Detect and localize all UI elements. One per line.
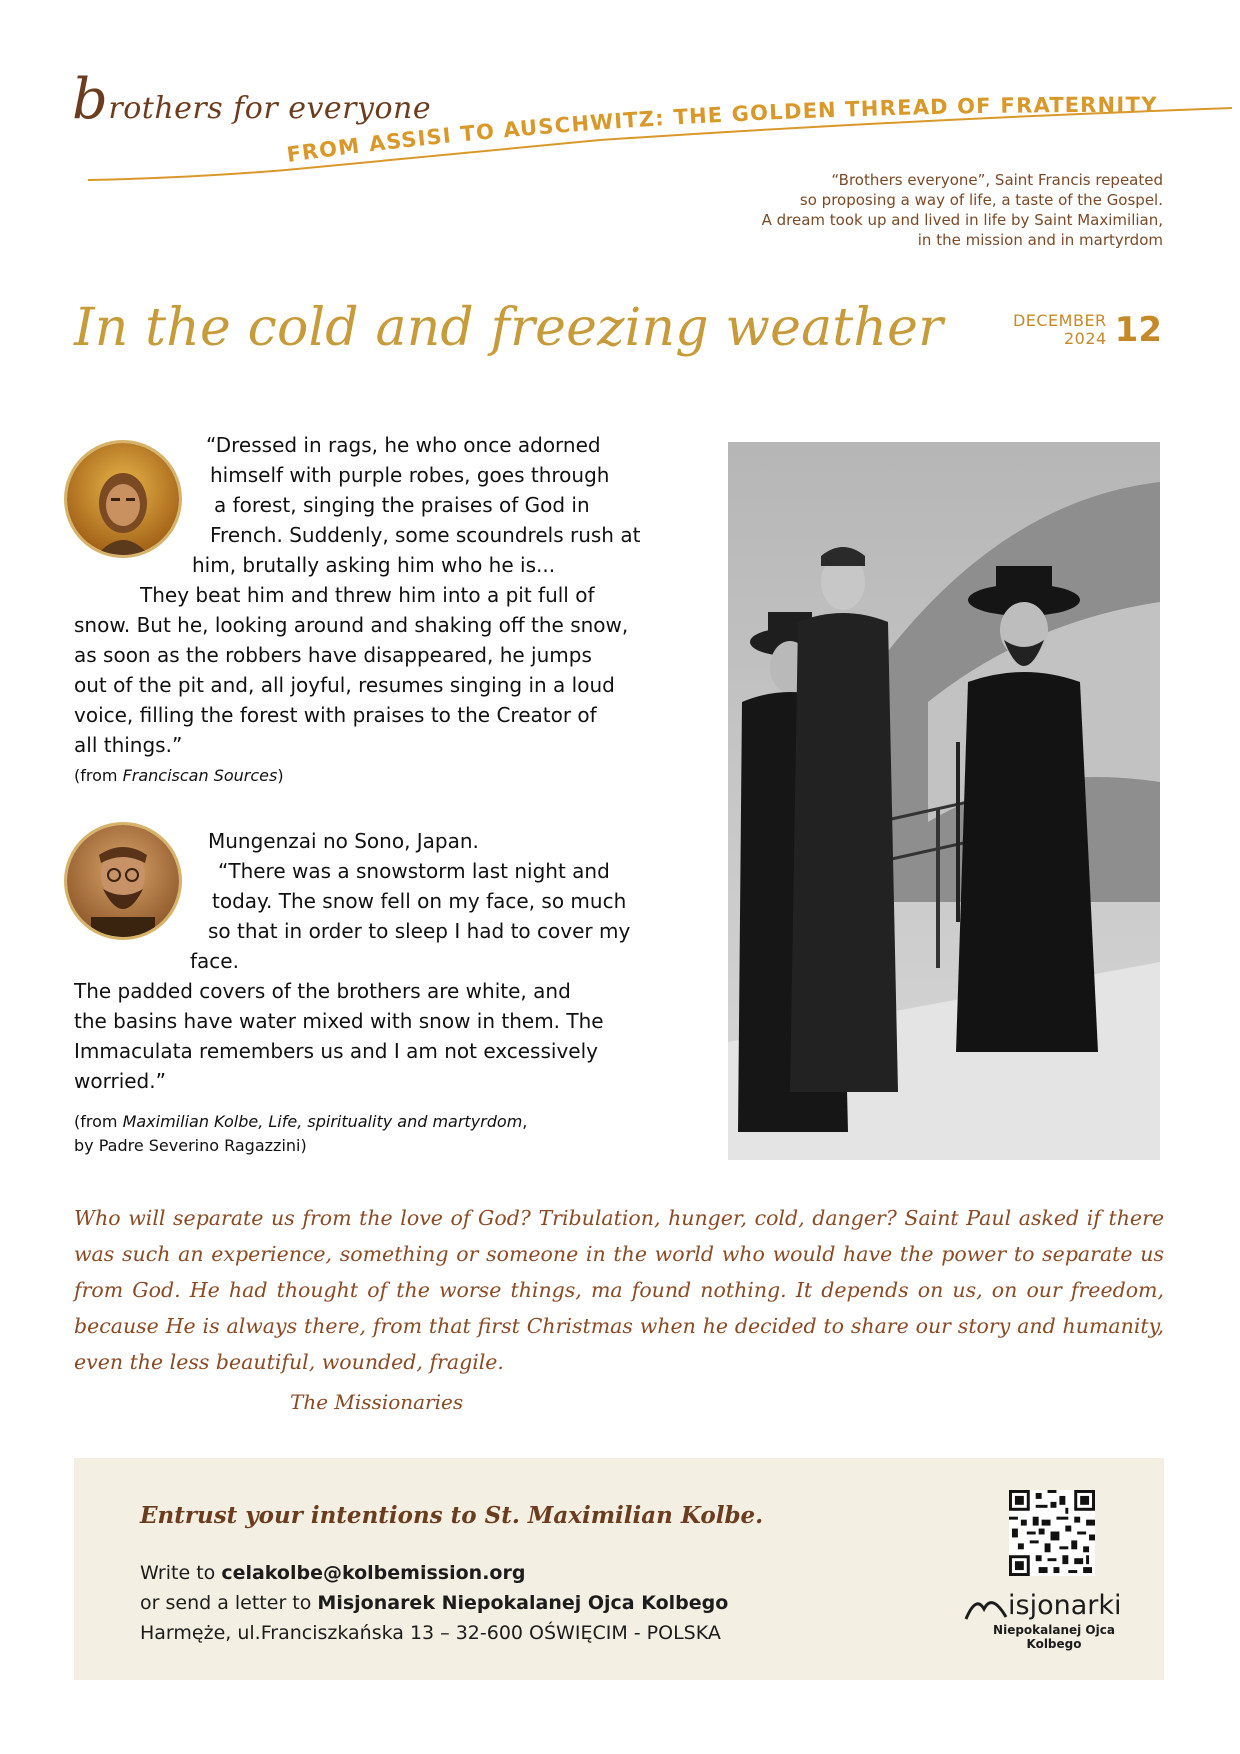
write-to-label: Write to: [140, 1562, 222, 1584]
quote-line: “There was a snowstorm last night and: [218, 859, 610, 883]
kolbe-source: [74, 1110, 527, 1158]
francis-source: [74, 764, 284, 788]
postal-address: Harmęże, ul.Franciszkańska 13 – 32-600 OŚWIĘCIM - POLSKA: [140, 1622, 721, 1644]
quote-line: the basins have water mixed with snow in them. The: [74, 1009, 604, 1033]
source-title: Franciscan Sources: [122, 766, 278, 785]
email-link[interactable]: celakolbe@kolbemission.org: [221, 1562, 526, 1584]
francis-quote-body: [74, 580, 694, 760]
signature: The Missionaries: [290, 1390, 464, 1414]
quote-line: him, brutally asking him who he is...: [192, 553, 556, 577]
contact-info: [140, 1558, 728, 1648]
letter-label: or send a letter to: [140, 1592, 318, 1614]
intro-line: in the mission and in martyrdom: [917, 231, 1163, 249]
quote-line: worried.”: [74, 1069, 166, 1093]
misjonarki-logo: [964, 1590, 1144, 1651]
recipient-name: Misjonarek Niepokalanej Ojca Kolbego: [317, 1592, 729, 1614]
date-day: 12: [1114, 310, 1162, 350]
logo-wordmark: [964, 1590, 1144, 1621]
quote-line: himself with purple robes, goes through: [210, 463, 610, 487]
quote-line: Mungenzai no Sono, Japan.: [208, 829, 479, 853]
intro-text: [643, 170, 1163, 250]
kolbe-quote-top: [190, 826, 710, 976]
quote-line: Immaculata remembers us and I am not excessively: [74, 1039, 598, 1063]
quote-line: today. The snow fell on my face, so much: [212, 889, 627, 913]
quote-line: all things.”: [74, 733, 183, 757]
francis-quote-top: [192, 430, 706, 580]
quote-line: face.: [190, 949, 239, 973]
logo-name: isjonarki: [1008, 1590, 1122, 1621]
source-suffix: ): [277, 766, 284, 785]
quote-line: The padded covers of the brothers are white, and: [74, 979, 571, 1003]
reflection-text: Who will separate us from the love of God? Tribulation, hunger, cold, danger? Saint Paul asked if there was such an experience, something or someone in the world who would have the power to separate us from God. He had thought of the worse things, ma found nothing. It depends on us, on our freedom, because He is always there, from that first Christmas when he decided to share our story and humanity, even the less beautiful, wounded, fragile.: [74, 1206, 1164, 1374]
subtitle-path-text: FROM ASSISI TO AUSCHWITZ: THE GOLDEN THREAD OF FRATERNITY: [285, 92, 1158, 167]
quote-line: French. Suddenly, some scoundrels rush at: [210, 523, 641, 547]
source-prefix: (from: [74, 1112, 123, 1131]
logo-m-glyph: [964, 1591, 1008, 1621]
intro-line: A dream took up and lived in life by Saint Maximilian,: [761, 211, 1163, 229]
quote-line: voice, filling the forest with praises to the Creator of: [74, 703, 597, 727]
page-title: In the cold and freezing weather: [74, 298, 944, 358]
logo-tagline: Niepokalanej Ojca Kolbego: [993, 1623, 1115, 1651]
footer-panel: [74, 1458, 1164, 1680]
quote-line: as soon as the robbers have disappeared, he jumps: [74, 643, 592, 667]
quote-line: snow. But he, looking around and shaking off the snow,: [74, 613, 629, 637]
kolbe-medallion: [64, 822, 182, 940]
source-title: Maximilian Kolbe, Life, spirituality and martyrdom: [122, 1112, 523, 1131]
footer-cta: Entrust your intentions to St. Maximilian Kolbe.: [140, 1502, 764, 1529]
date-block: [1013, 312, 1162, 348]
quote-line: a forest, singing the praises of God in: [214, 493, 590, 517]
date-year: 2024: [1063, 329, 1107, 348]
brand-initial: b: [72, 67, 109, 132]
subtitle-text: [285, 93, 1157, 167]
saint-francis-medallion: [64, 440, 182, 558]
quote-line: out of the pit and, all joyful, resumes singing in a loud: [74, 673, 615, 697]
quote-line: so that in order to sleep I had to cover my: [208, 919, 631, 943]
source-suffix: ,: [522, 1112, 528, 1131]
source-author: by Padre Severino Ragazzini): [74, 1136, 307, 1155]
qr-code[interactable]: [1009, 1490, 1095, 1576]
intro-line: “Brothers everyone”, Saint Francis repeated: [831, 171, 1163, 189]
date-month: DECEMBER: [1012, 311, 1107, 330]
brand-rest: rothers for everyone: [108, 91, 432, 126]
kolbe-quote-body: [74, 976, 694, 1096]
quote-line: “Dressed in rags, he who once adorned: [206, 433, 601, 457]
intro-line: so proposing a way of life, a taste of the Gospel.: [799, 191, 1163, 209]
quote-line: They beat him and threw him into a pit full of: [140, 583, 595, 607]
historic-photo: [728, 442, 1160, 1160]
source-prefix: (from: [74, 766, 123, 785]
